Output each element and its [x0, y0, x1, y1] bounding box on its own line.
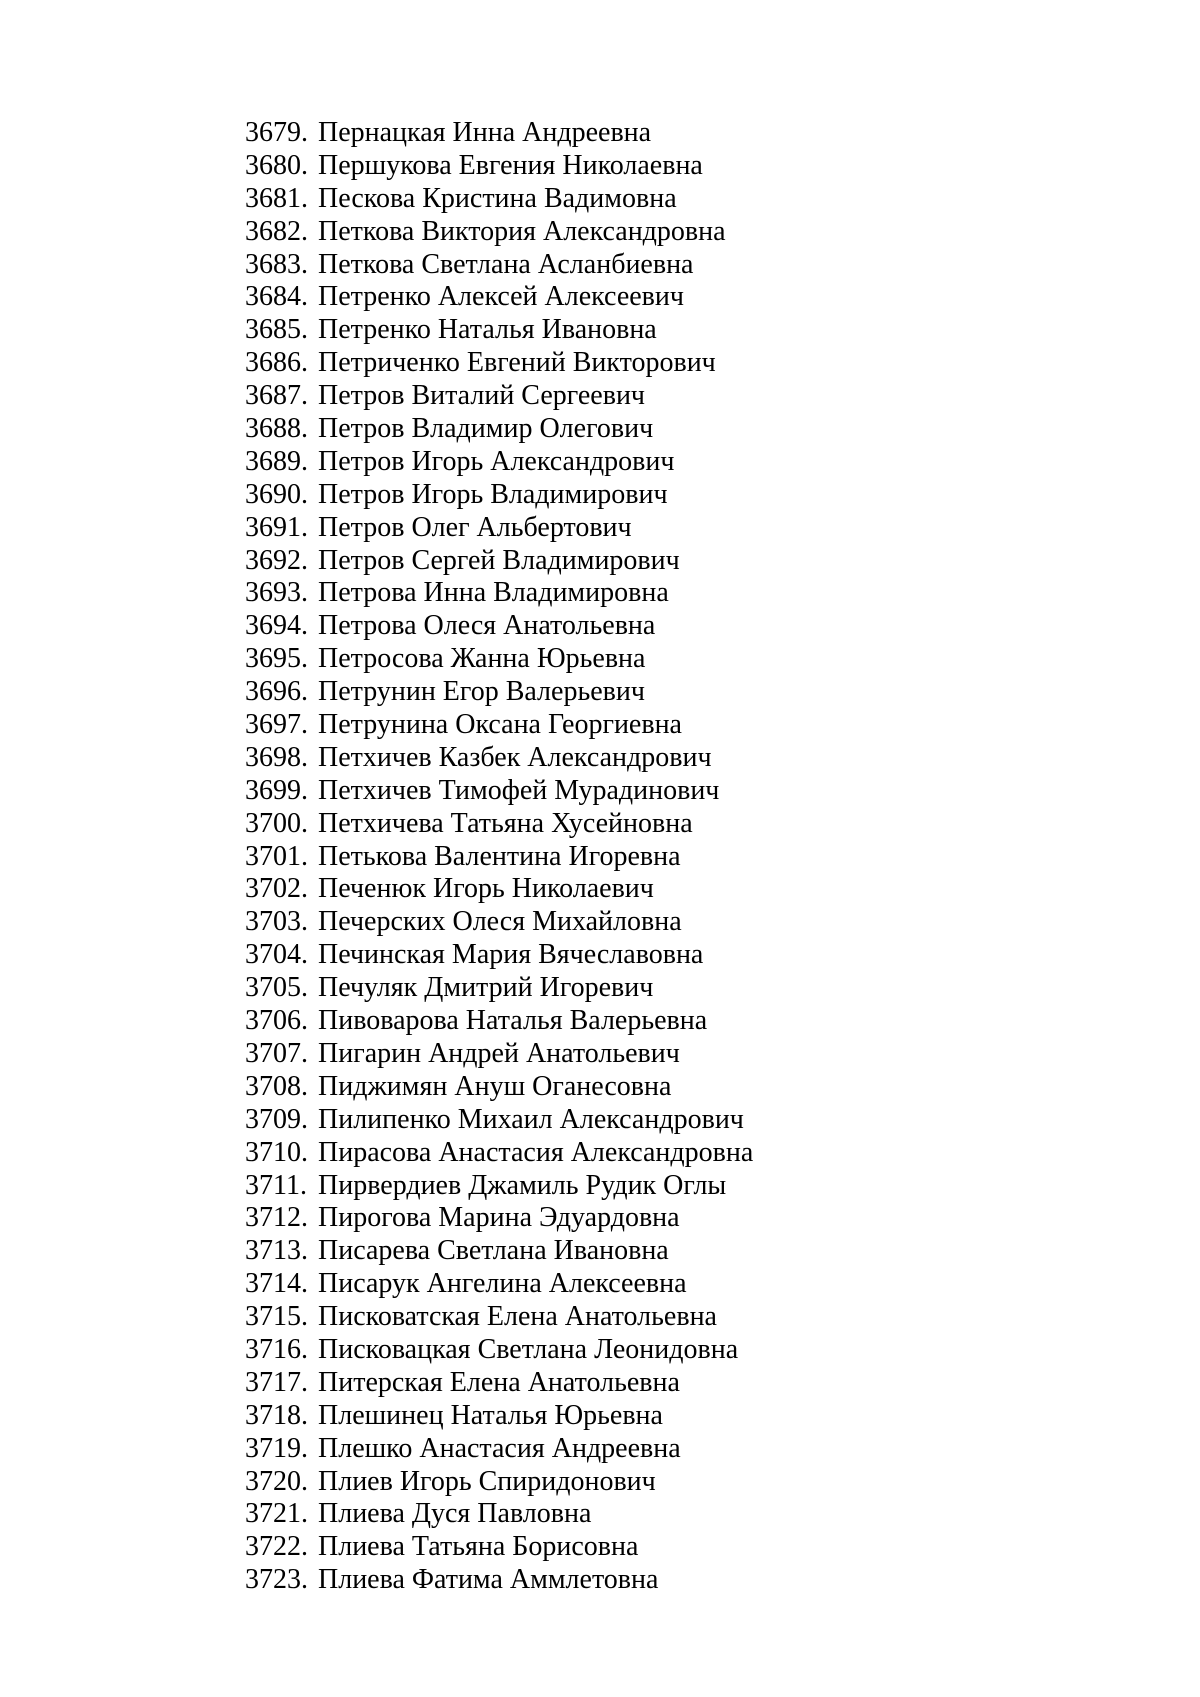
entry-full-name: Петкова Светлана Асланбиевна [318, 248, 694, 280]
entry-full-name: Пивоварова Наталья Валерьевна [318, 1005, 708, 1037]
entry-number: 3710. [245, 1136, 308, 1168]
entry-full-name: Печенюк Игорь Николаевич [318, 873, 654, 905]
entry-full-name: Петхичев Тимофей Мурадинович [318, 774, 720, 806]
entry-number: 3722. [245, 1531, 308, 1563]
entry-number: 3697. [245, 709, 308, 741]
entry-full-name: Петрунина Оксана Георгиевна [318, 709, 682, 741]
entry-full-name: Петриченко Евгений Викторович [318, 347, 716, 379]
entry-number: 3698. [245, 741, 308, 773]
list-item [245, 775, 753, 808]
entry-number: 3700. [245, 807, 308, 839]
entry-full-name: Петров Сергей Владимирович [318, 544, 680, 576]
entry-full-name: Петров Олег Альбертович [318, 511, 632, 543]
list-item [245, 117, 753, 150]
entry-full-name: Пилипенко Михаил Александрович [318, 1103, 744, 1135]
list-item [245, 1564, 753, 1597]
entry-number: 3717. [245, 1366, 308, 1398]
entry-number: 3681. [245, 182, 308, 214]
list-item [245, 610, 753, 643]
entry-number: 3687. [245, 380, 308, 412]
entry-full-name: Пирвердиев Джамиль Рудик Оглы [318, 1169, 727, 1201]
entry-number: 3708. [245, 1070, 308, 1102]
list-item [245, 709, 753, 742]
entry-full-name: Петрунин Егор Валерьевич [318, 676, 645, 708]
entry-full-name: Петкова Виктория Александровна [318, 215, 726, 247]
list-item [245, 1400, 753, 1433]
list-item [245, 1498, 753, 1531]
list-item [245, 1137, 753, 1170]
entry-number: 3706. [245, 1005, 308, 1037]
entry-number: 3713. [245, 1235, 308, 1267]
entry-full-name: Пирасова Анастасия Александровна [318, 1136, 754, 1168]
entry-full-name: Петькова Валентина Игоревна [318, 840, 681, 872]
entry-full-name: Петров Игорь Владимирович [318, 478, 668, 510]
entry-full-name: Першукова Евгения Николаевна [318, 149, 703, 181]
entry-full-name: Пирогова Марина Эдуардовна [318, 1202, 680, 1234]
entry-full-name: Петхичева Татьяна Хусейновна [318, 807, 693, 839]
entry-number: 3712. [245, 1202, 308, 1234]
list-item [245, 939, 753, 972]
entry-full-name: Плешко Анастасия Андреевна [318, 1432, 681, 1464]
list-item [245, 906, 753, 939]
list-item [245, 1071, 753, 1104]
entry-number: 3685. [245, 314, 308, 346]
entry-number: 3680. [245, 149, 308, 181]
entry-full-name: Плиева Фатима Аммлетовна [318, 1564, 659, 1596]
list-item [245, 446, 753, 479]
entry-full-name: Пернацкая Инна Андреевна [318, 117, 652, 148]
entry-full-name: Питерская Елена Анатольевна [318, 1366, 680, 1398]
entry-full-name: Писарева Светлана Ивановна [318, 1235, 669, 1267]
entry-full-name: Плиева Дуся Павловна [318, 1498, 592, 1530]
entry-number: 3679. [245, 117, 308, 148]
entry-full-name: Пигарин Андрей Анатольевич [318, 1037, 680, 1069]
entry-number: 3695. [245, 643, 308, 675]
entry-number: 3714. [245, 1268, 308, 1300]
list-item [245, 314, 753, 347]
list-item [245, 577, 753, 610]
list-item [245, 512, 753, 545]
list-item [245, 972, 753, 1005]
entry-full-name: Петров Виталий Сергеевич [318, 380, 646, 412]
entry-number: 3723. [245, 1564, 308, 1596]
entry-full-name: Петхичев Казбек Александрович [318, 741, 712, 773]
entry-number: 3691. [245, 511, 308, 543]
entry-number: 3721. [245, 1498, 308, 1530]
list-item [245, 216, 753, 249]
entry-number: 3703. [245, 906, 308, 938]
entry-full-name: Печерских Олеся Михайловна [318, 906, 682, 938]
list-item [245, 1531, 753, 1564]
entry-number: 3686. [245, 347, 308, 379]
list-item [245, 347, 753, 380]
entry-full-name: Писковацкая Светлана Леонидовна [318, 1333, 739, 1365]
entry-full-name: Писарук Ангелина Алексеевна [318, 1268, 687, 1300]
entry-full-name: Пескова Кристина Вадимовна [318, 182, 677, 214]
entry-full-name: Петренко Наталья Ивановна [318, 314, 657, 346]
list-item [245, 1005, 753, 1038]
list-item [245, 1038, 753, 1071]
entry-number: 3696. [245, 676, 308, 708]
entry-full-name: Пиджимян Ануш Оганесовна [318, 1070, 672, 1102]
list-item [245, 1367, 753, 1400]
list-item [245, 281, 753, 314]
entry-full-name: Плиев Игорь Спиридонович [318, 1465, 656, 1497]
name-list [245, 117, 753, 1597]
list-item [245, 1334, 753, 1367]
entry-number: 3720. [245, 1465, 308, 1497]
entry-number: 3682. [245, 215, 308, 247]
entry-full-name: Петров Владимир Олегович [318, 413, 654, 445]
entry-full-name: Печуляк Дмитрий Игоревич [318, 972, 654, 1004]
entry-full-name: Петрова Олеся Анатольевна [318, 610, 656, 642]
list-item [245, 183, 753, 216]
entry-number: 3694. [245, 610, 308, 642]
entry-number: 3719. [245, 1432, 308, 1464]
list-item [245, 1202, 753, 1235]
entry-full-name: Петров Игорь Александрович [318, 445, 675, 477]
entry-number: 3688. [245, 413, 308, 445]
list-item [245, 1268, 753, 1301]
entry-number: 3699. [245, 774, 308, 806]
entry-full-name: Плиева Татьяна Борисовна [318, 1531, 639, 1563]
entry-number: 3689. [245, 445, 308, 477]
entry-number: 3716. [245, 1333, 308, 1365]
entry-number: 3704. [245, 939, 308, 971]
list-item [245, 1433, 753, 1466]
entry-number: 3707. [245, 1037, 308, 1069]
entry-full-name: Петросова Жанна Юрьевна [318, 643, 646, 675]
list-item [245, 150, 753, 183]
list-item [245, 1170, 753, 1203]
list-item [245, 643, 753, 676]
list-item [245, 676, 753, 709]
entry-number: 3705. [245, 972, 308, 1004]
entry-full-name: Печинская Мария Вячеславовна [318, 939, 704, 971]
list-item [245, 808, 753, 841]
entry-number: 3692. [245, 544, 308, 576]
list-item [245, 1235, 753, 1268]
list-item [245, 413, 753, 446]
entry-number: 3711. [245, 1169, 307, 1201]
list-item [245, 380, 753, 413]
entry-number: 3715. [245, 1301, 308, 1333]
entry-number: 3701. [245, 840, 308, 872]
list-item [245, 249, 753, 282]
list-item [245, 841, 753, 874]
entry-number: 3718. [245, 1399, 308, 1431]
entry-full-name: Петрова Инна Владимировна [318, 577, 669, 609]
list-item [245, 479, 753, 512]
list-item [245, 873, 753, 906]
entry-number: 3684. [245, 281, 308, 313]
entry-full-name: Плешинец Наталья Юрьевна [318, 1399, 663, 1431]
entry-number: 3683. [245, 248, 308, 280]
list-item [245, 1466, 753, 1499]
entry-full-name: Петренко Алексей Алексеевич [318, 281, 684, 313]
entry-number: 3702. [245, 873, 308, 905]
entry-number: 3709. [245, 1103, 308, 1135]
entry-number: 3690. [245, 478, 308, 510]
list-item [245, 1104, 753, 1137]
list-item [245, 1301, 753, 1334]
entry-number: 3693. [245, 577, 308, 609]
entry-full-name: Писковатская Елена Анатольевна [318, 1301, 717, 1333]
list-item [245, 545, 753, 578]
list-item [245, 742, 753, 775]
